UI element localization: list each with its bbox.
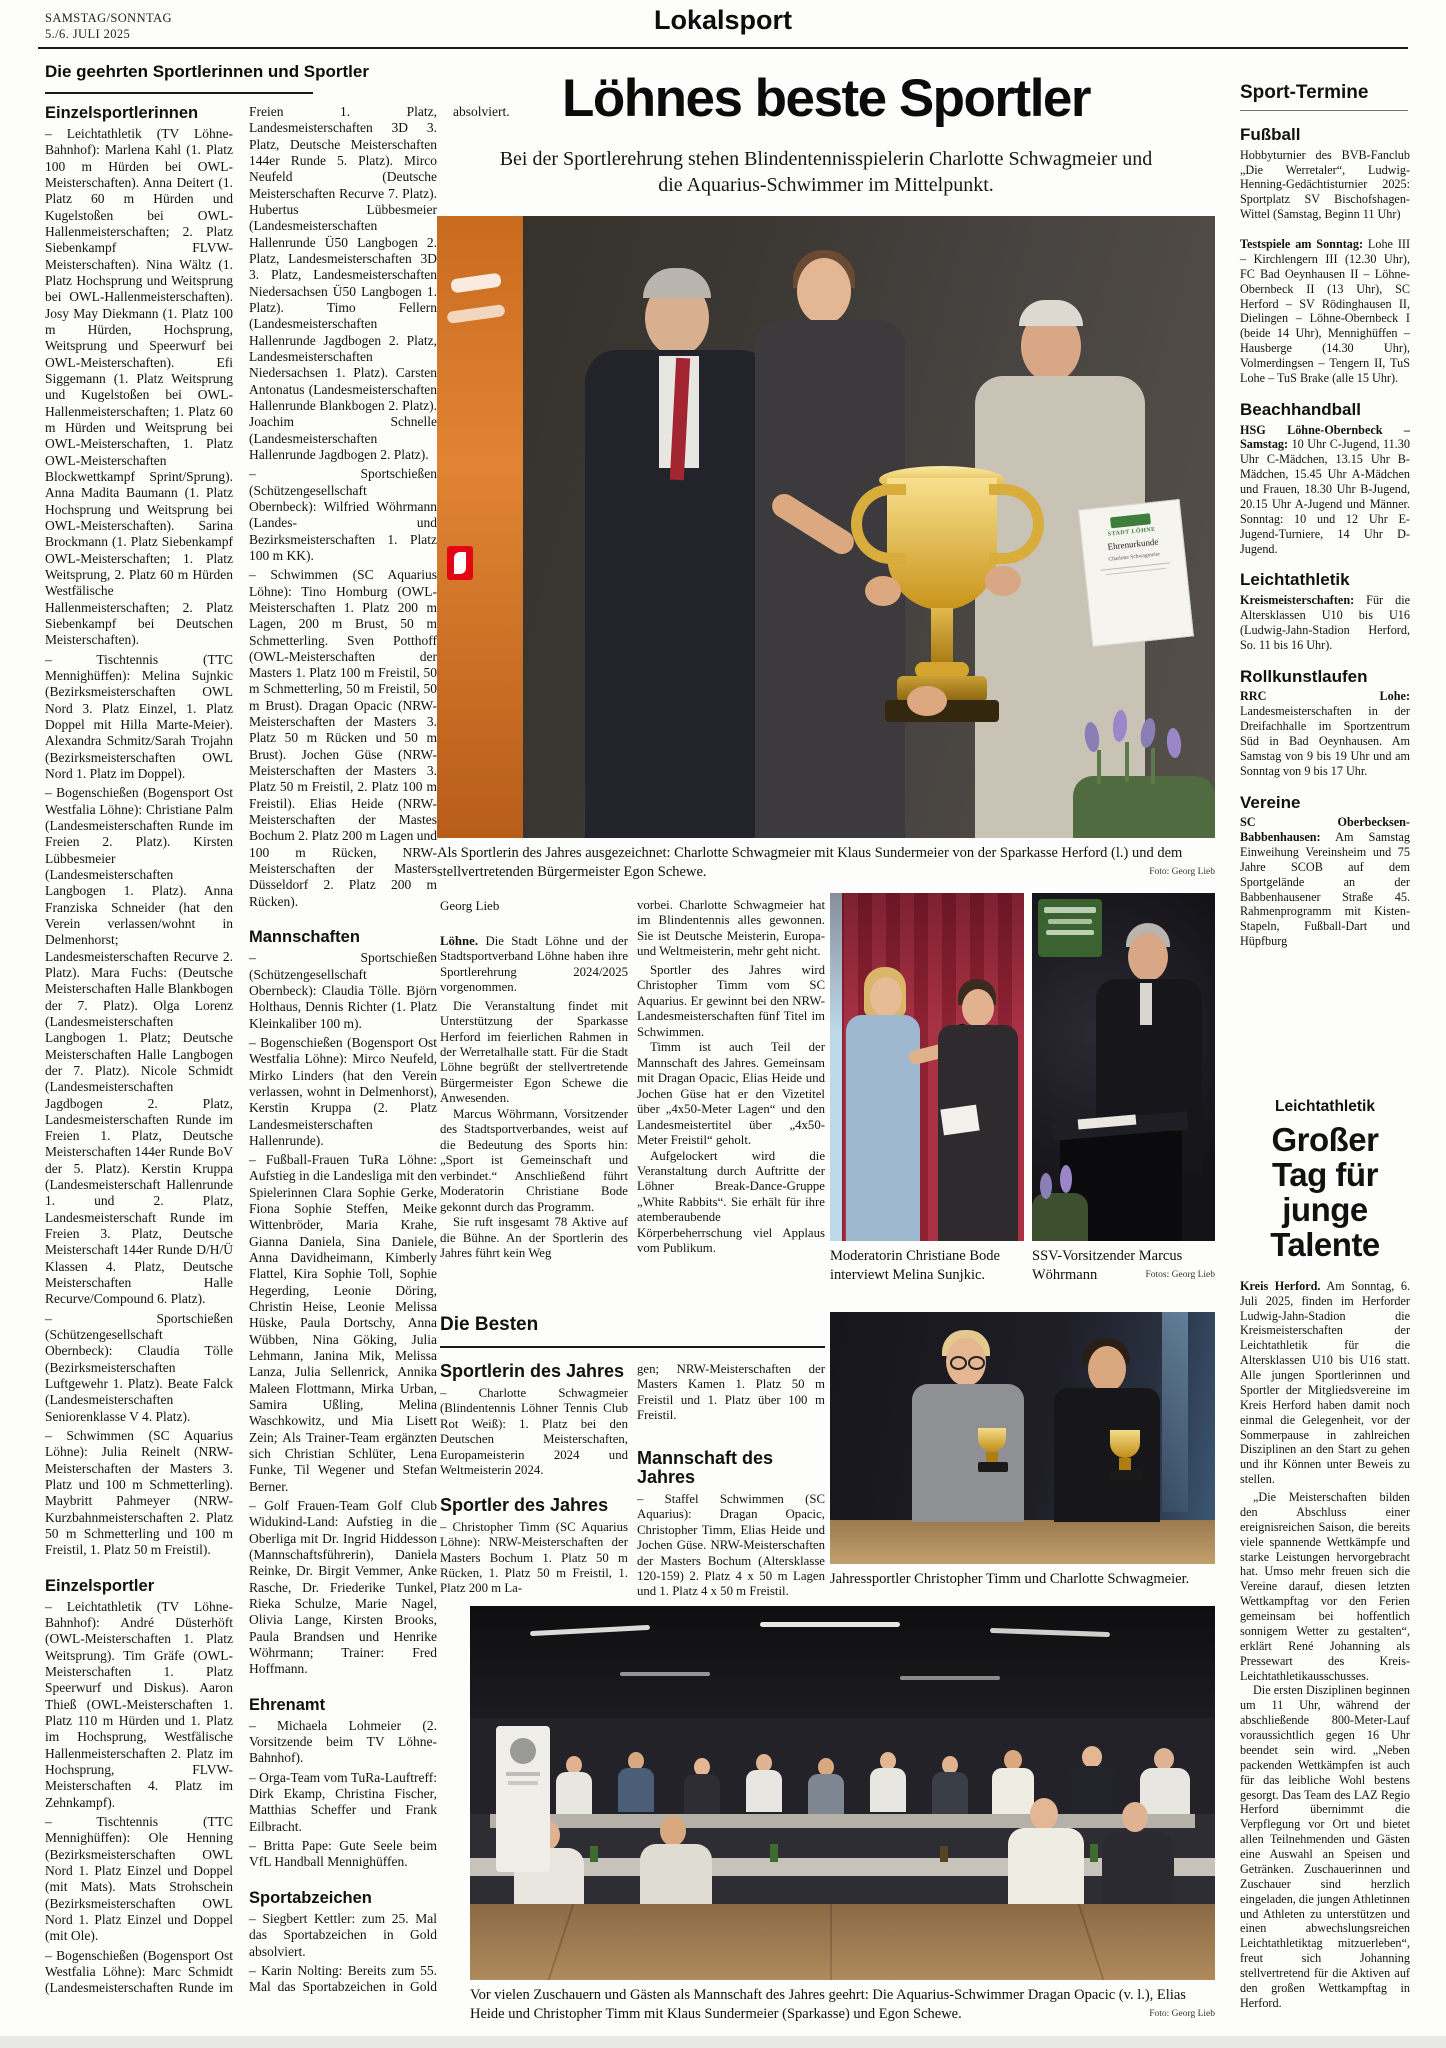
header-rule xyxy=(38,47,1408,49)
text-block: Leichtathletik xyxy=(1240,570,1350,590)
page-edge xyxy=(0,2036,1446,2048)
main-caption-text: Als Sportlerin des Jahres ausgezeichnet: Charlotte Schwagmeier mit Klaus Sundermeier von der Sparkasse Herford (l.) und dem stellvertretenden Bürgermeister Egon Schewe. xyxy=(437,845,1183,880)
guest-body-3 xyxy=(684,1774,720,1814)
photos-credit: Fotos: Georg Lieb xyxy=(1145,1270,1215,1281)
banner-text-line-1 xyxy=(506,1772,540,1776)
audience-photo xyxy=(470,1606,1215,1980)
guest-body-9 xyxy=(1068,1766,1116,1818)
chairman-caption xyxy=(1032,1247,1215,1285)
athletes-caption: Jahressportler Christopher Timm und Charlotte Schwagmeier. xyxy=(830,1571,1190,1587)
text-block: Sportler des Jahres xyxy=(440,1494,609,1515)
text-block: – Orga-Team vom TuRa-Lauftreff: Dirk Ekamp, Christina Fischer, Matthias Scheffer und Frank Eilbracht. xyxy=(249,1769,437,1834)
lectern-lavender-1 xyxy=(1040,1173,1052,1199)
text-block: Mannschaft des Jahres xyxy=(637,1447,774,1487)
talente-article xyxy=(1240,1098,1410,2011)
guest-head-8 xyxy=(1004,1750,1022,1770)
sign-line-2 xyxy=(1048,919,1092,924)
trophy-right-base xyxy=(1110,1470,1142,1480)
text-block: – Tischtennis (TTC Mennighüffen): Ole Henning (Bezirksmeisterschaften OWL Nord 1. Platz Einzel und Doppel (mit Mats). Mats Strohschein (Bezirksmeisterschaften OWL Nord 1. Platz Einzel und Doppel (mit Ole). xyxy=(45,1814,233,1944)
banner-text-line-2 xyxy=(508,1781,538,1785)
front-guest-body-4 xyxy=(1102,1832,1174,1912)
besten-heading: Die Besten xyxy=(440,1314,539,1335)
text-block: Beachhandball xyxy=(1240,399,1361,419)
athlete-right-shirt xyxy=(1054,1388,1160,1522)
ceiling-light-2 xyxy=(760,1622,900,1627)
guest-body-7 xyxy=(932,1772,968,1814)
athlete-right-head xyxy=(1088,1346,1126,1392)
guest-body-6 xyxy=(870,1768,906,1812)
certificate xyxy=(1078,499,1194,647)
guest-body-10 xyxy=(1140,1768,1190,1818)
text-block: – Sportschießen (Schützengesellschaft Obernbeck): Wilfried Wöhrmann (Landes- und Bezirksmeisterschaften 1. Platz 100 m KK). xyxy=(249,466,437,563)
text-block: – Sportschießen (Schützengesellschaft Obernbeck): Claudia Tölle (Bezirksmeisterschaften Luftgewehr 1. Platz). Beate Falck (Landesmeisterschaften Seniorenklasse V 4. Platz). xyxy=(45,1310,233,1424)
guest-paper xyxy=(940,1105,979,1136)
text-block: Aufgelockert wird die Veranstaltung durch Auftritte der Löhner Break-Dance-Gruppe „White Rabbits“. Sie erhält für ihre atemberaubende Körperbeherrschung viel Applaus vom Publikum. xyxy=(637,1148,825,1256)
certificate-org: STADT LÖHNE xyxy=(1107,526,1156,538)
text-block: – Leichtathletik (TV Löhne-Bahnhof): André Düsterhöft (OWL-Meisterschaften 1. Platz Weitsprung). Tim Gräfe (OWL-Meisterschaften 1. Platz Speerwurf und Diskus). Aaron Thieß (OWL-Meisterschaften 1. Platz 110 m Hürden und 1. Platz im Hochsprung, Westfälische Hallenmeisterschaften 2. Platz im Hochsprung, FLVW-Meisterschaften 4. Platz im Zehnkampf). xyxy=(45,1598,233,1810)
hall-floor xyxy=(470,1904,1215,1980)
masthead-date-line: 5./6. JULI 2025 xyxy=(45,27,131,42)
interview-caption: Moderatorin Christiane Bode interviewt Melina Sunjkic. xyxy=(830,1248,1000,1283)
banner-emblem xyxy=(510,1738,536,1764)
hall-banner xyxy=(496,1726,550,1872)
text-block: Sportler des Jahres wird Christopher Timm vom SC Aquarius. Er gewinnt bei den NRW-Landesmeisterschaften fünf Titel im Schwimmen. xyxy=(637,962,825,1039)
text-block: gen; NRW-Meisterschaften der Masters Kamen 1. Platz 50 m Freistil und 1. Platz über 100 m Freistil. xyxy=(637,1362,825,1423)
text-block: Die Veranstaltung findet mit Unterstützung der Sparkasse Herford im feierlichen Rahmen in der Werretalhalle statt. Für die Stadt Löhne begrüßt der stellvertretende Bürgermeister Egon Schewe die Anwesenden. xyxy=(440,998,628,1106)
audience-caption xyxy=(470,1986,1215,2024)
front-guest-head-2 xyxy=(660,1816,686,1846)
text-block: Fußball xyxy=(1240,125,1301,144)
text-block: – Bogenschießen (Bogensport Ost Westfalia Löhne): Christiane Palm (Landesmeisterschaften Runde im Freien 2. Platz). Kirsten Lübbesmeier (Landesmeisterschaften Langbogen 1. Platz). Anna Franziska Schneider (hat den Verein verlassen/wohnt in Delmenhorst; Landesmeisterschaften Recurve 2. Platz). Mara Fuchs: (Deutsche Meisterschaften Halle Blankbogen der 7. Platz). Olga Lorenz (Landesmeisterschaften Langbogen 1. Platz; Deutsche Meisterschaften Halle Langbogen der 7. Platz). Nicole Schmidt (Landesmeisterschaften Jagdbogen 2. Platz, Landesmeisterschaften Runde im Freien 1. Platz, Deutsche Meisterschaften 144er Runde BoV der 5. Platz). Kerstin Kruppa (Landesmeisterschaft Hallenrunde 1. und 2. Platz, Landesmeisterschaft Runde im Freien 3. Platz, Deutsche Meisterschaft 144er Runde D/H/Ü Klassen 4. Platz, Deutsche Meisterschaften Halle Recurve/Compound 6. Platz). xyxy=(45,785,233,1307)
sparkasse-logo xyxy=(447,546,473,580)
stem-1 xyxy=(1097,750,1101,784)
text-block: – Staffel Schwimmen (SC Aquarius): Dragan Opacic, Christopher Timm, Elias Heide und Jochen Güse. NRW-Meisterschaften der Masters Bochum (Altersklasse 120-159) 2. Platz 4 x 50 m Lagen und 1. Platz 4 x 50 m Freistil. xyxy=(637,1491,825,1599)
text-block: – Siegbert Kettler: zum 25. Mal das Sportabzeichen in Gold absolviert. xyxy=(249,1910,437,1959)
trophy-left-stem xyxy=(986,1452,998,1462)
text-block: – Britta Pape: Gute Seele beim VfL Handball Mennighüffen. xyxy=(249,1838,437,1870)
hand-3 xyxy=(907,686,947,716)
text-block: – Charlotte Schwagmeier (Blindentennis Löhner Tennis Club Rot Weiß): 1. Platz bei den Deutschen Meisterschaften, Europameisterin 2024 und Weltmeisterin 2024. xyxy=(440,1385,628,1478)
ceiling-light-5 xyxy=(900,1676,1000,1680)
guest-body-8 xyxy=(992,1768,1034,1814)
bottle-1 xyxy=(590,1846,598,1862)
glasses-left-lens xyxy=(950,1356,967,1370)
text-block: „Die Meisterschaften bilden den Abschluss einer ereignisreichen Saison, die bereits viele spannende Wettkämpfe und starke Leistungen hervorgebracht hat. Umso mehr freuen sich die Vereine darauf, diesen letzten Wettkampftag vor den Ferien gemeinsam bei hoffentlich sonnigem Wetter zu gestalten“, erklärt René Johanning als Pressewart des Kreis-Leichtathletikausschusses. xyxy=(1240,1490,1410,1683)
text-block: – Bogenschießen (Bogensport Ost Westfalia Löhne): Marc Schmidt (Landesmeisterschaften Runde im Freien 1. Platz, Landesmeisterschaften 3D 3. Platz, Deutsche Meisterschaften 144er Runde 5. Platz). Mirco Neufeld (Deutsche Meisterschaften Recurve 7. Platz). Hubertus Lübbesmeier (Landesmeisterschaften Hallenrunde Ü50 Langbogen 2. Platz, Landesmeisterschaften 3D 3. Platz, Landesmeisterschaften Niedersachsen Ü50 Langbogen 1. Platz). Timo Fellern (Landesmeisterschaften Hallenrunde Jagdbogen 2. Platz, Landesmeisterschaften Niedersachsen 1. Platz). Carsten Antonatus (Landesmeisterschaften Hallenrunde Blankbogen 2. Platz). Joachim Schnelle (Landesmeisterschaften Hallenrunde Jagdbogen 2. Platz). xyxy=(45,104,437,1996)
text-block: – Bogenschießen (Bogensport Ost Westfalia Löhne): Mirco Neufeld, Mirko Linders (hat den Verein verlassen, wohnt in Delmenhorst), Kerstin Kruppa (2. Platz Landesmeisterschaften Hallenrunde). xyxy=(249,1034,437,1148)
interview-shade xyxy=(830,893,1024,1032)
text-block: Timm ist auch Teil der Mannschaft des Jahres. Gemeinsam mit Dragan Opacic, Elias Heide und Jochen Güse hat er den Vizetitel über „4x50-Meter Lagen“ und den Landesmeistertitel über „4x50-Meter Freistil“ geholt. xyxy=(637,1040,825,1148)
text-block: RRC Lohe: Landesmeisterschaften in der Dreifachhalle im Sportzentrum Süd in Bad Oeynhausen. Am Samstag von 9 bis 19 Uhr und am Sonntag von 9 bis 17 Uhr. xyxy=(1240,689,1410,778)
termine-rule xyxy=(1240,110,1408,111)
glasses-right-lens xyxy=(968,1356,985,1370)
floor-line-2 xyxy=(830,1904,832,1980)
text-block: Testspiele am Sonntag: Lohe III – Kirchlengern III (12.30 Uhr), FC Bad Oeynhausen II – Löhne-Obernbeck II (13 Uhr), SC Herford – SV Rödinghausen II, Dielingen – Löhne-Obernbeck I (beide 14 Uhr), Mennighüffen – Hausberge (14.30 Uhr), Volmerdingsen – Tengern II, TuS Lohe – TuS Brake (alle 15 Uhr). xyxy=(1240,237,1410,385)
text-block: – Christopher Timm (SC Aquarius Löhne): NRW-Meisterschaften der Masters Bochum 1. Platz 50 m Rücken, 1. Platz 50 m Freistil, 1. Platz 200 m La- xyxy=(440,1519,628,1596)
stem-2 xyxy=(1125,742,1129,782)
certificate-crest xyxy=(1110,513,1151,528)
text-block: – Golf Frauen-Team Golf Club Widukind-Land: Aufstieg in die Oberliga mit Dr. Ingrid Hiddesson (Mannschaftsführerin), Daniela Reinke, Dr. Birgit Vemmer, Anke Rasche, Dr. Friederike Tunkel, Rieka Schulze, Marie Nagel, Olivia Lange, Kirsten Brooks, Paula Brandsen und Henrike Wöhrmann; Trainer: Fred Hoffmann. xyxy=(249,1498,437,1677)
article-col-1 xyxy=(440,898,628,1262)
text-block: – Karin Nolting: Bereits zum 55. Mal das Sportabzeichen in Gold absolviert. xyxy=(249,104,510,1995)
text-block: Einzelsportlerinnen xyxy=(45,104,199,122)
text-block: Sie ruft insgesamt 78 Aktive auf die Bühne. An der Sportlerin des Jahres führt kein Weg xyxy=(440,1215,628,1261)
main-subhead: Bei der Sportlerehrung stehen Blindentennisspielerin Charlotte Schwagmeier und die Aquarius-Schwimmer im Mittelpunkt. xyxy=(499,148,1153,197)
bottle-2 xyxy=(770,1844,778,1862)
interview-photo xyxy=(830,893,1024,1241)
text-block: Sportlerin des Jahres xyxy=(440,1361,625,1381)
chairman-shirt xyxy=(1140,983,1152,1025)
sign-line-1 xyxy=(1044,907,1096,913)
besten-col-1 xyxy=(440,1362,628,1600)
text-block: Ehrenamt xyxy=(249,1695,326,1714)
sign-line-3 xyxy=(1046,930,1094,935)
text-block: – Fußball-Frauen TuRa Löhne: Aufstieg in die Landesliga mit den Spielerinnen Clara Sophie Gerke, Fiona Sophie Steffen, Meike Wittenbröder, Maria Krahe, Gianna Daniela, Sina Daniele, Anna Davidheimann, Kimberly Flattel, Kira Sophie Toll, Sophie Hegerding, Leonie Döring, Christin Heise, Leonie Melissa Hüske, Paula Dortschy, Anna Wübben, Nina Göking, Julia Lehmann, Janina Mik, Melissa Lanza, Julia Sellenrick, Annika Maleen Flottmann, Mirka Urban, Samira Ußling, Melina Waschkowitz, und Mia Lisett Zein; Als Trainer-Team ergänzten sich Christian Schlüter, Lena Funke, Til Wegener und Stefan Berner. xyxy=(249,1152,437,1494)
audience-credit: Foto: Georg Lieb xyxy=(1149,2009,1215,2020)
guest-body-1 xyxy=(556,1772,592,1814)
text-block xyxy=(637,1427,825,1449)
text-block: Georg Lieb xyxy=(440,898,500,913)
termine-list xyxy=(1240,126,1410,952)
text-block: Die ersten Disziplinen beginnen um 11 Uhr, während der abschließende 800-Meter-Lauf voraussichtlich gegen 16 Uhr beendet sein wird. „Neben packenden Wettkämpfen ist auch für das leibliche Wohl bestens gesorgt. Das Team des LAZ Regio Herford übernimmt die Verpflegung vor Ort und bietet allen Teilnehmenden und Gästen eine Auswahl an Speisen und Getränken. Zuschauerinnen und Zuschauer sind herzlich eingeladen, die jungen Athletinnen und Athleten zu unterstützen und einen abwechslungsreichen Leichtathletiktag mitzuerleben“, freut sich Johanning stellvertretend für die Aktiven auf den großen Wettkampftag in Herford. xyxy=(1240,1683,1410,2010)
text-block: Mannschaften xyxy=(249,928,360,947)
certificate-title: Ehrenurkunde xyxy=(1107,536,1159,552)
besten-rule xyxy=(440,1346,825,1348)
text-block xyxy=(440,1482,628,1496)
text-block: Sportabzeichen xyxy=(249,1888,372,1907)
text-block: Kreismeisterschaften: Für die Altersklassen U10 bis U16 (Ludwig-Jahn-Stadion Herford, So. 11 bis 16 Uhr). xyxy=(1240,593,1410,652)
person-right-hair xyxy=(1019,300,1083,326)
athletes-photo xyxy=(830,1312,1215,1564)
text-block: Rollkunstlaufen xyxy=(1240,666,1368,686)
text-block: – Schwimmen (SC Aquarius Löhne): Tino Homburg (OWL-Meisterschaften 1. Platz 200 m Lagen, 200 m Brust, 50 m Schmetterling. Sven Potthoff (OWL-Meisterschaften der Masters 1. Platz 100 m Freistil, 50 m Schmetterling, 50 m Freistil, 50 m Brust). Dragan Opacic (NRW-Meisterschaften der Masters 3. Platz 50 m Rücken und 50 m Brust). Jochen Güse (NRW-Meisterschaften der Masters 3. Platz 50 m Freistil, 2. Platz 100 m Freistil). Elias Heide (NRW-Meisterschaften der Mastes Bochum 2. Platz 200 m Lagen und 100 m Rücken, NRW-Meisterschaften der Masters Düsseldorf 2. Platz 200 m Rücken). xyxy=(249,567,437,909)
athlete-left-shirt xyxy=(912,1384,1024,1522)
hand-1 xyxy=(865,576,901,606)
text-block: Marcus Wöhrmann, Vorsitzender des Stadtsportverbandes, weist auf die Bedeutung des Sports hin: „Sport ist Gemeinschaft und verbindet.“ Anschließend führt Moderatorin Christiane Bode gekonnt durch das Programm. xyxy=(440,1106,628,1214)
kicker-rule xyxy=(45,92,313,94)
hand-2 xyxy=(985,566,1021,596)
guest-body-4 xyxy=(746,1770,782,1812)
chairman-caption-text: SSV-Vorsitzender Marcus Wöhrmann xyxy=(1032,1248,1183,1283)
guest-body-2 xyxy=(618,1768,654,1812)
text-block: – Schwimmen (SC Aquarius Löhne): Julia Reinelt (NRW-Meisterschaften der Masters 3. Platz und 100 m Schmetterling). Maybritt Pahmeyer (NRW-Kurzbahnmeisterschaften 2. Platz 50 m Schmetterling und 100 m Freistil, 1. Platz 50 m Freistil). xyxy=(45,1428,233,1558)
text-block: Vereine xyxy=(1240,792,1301,812)
front-guest-body-3 xyxy=(1008,1828,1084,1912)
guest-head-9 xyxy=(1082,1746,1102,1768)
text-block: Großer Tag für junge Talente xyxy=(1270,1120,1380,1263)
moderator-body xyxy=(846,1015,920,1241)
text-block: SC Oberbecksen-Babbenhausen: Am Samstag Einweihung Vereinsheim und 75 Jahre SCOB auf dem Sportgelände an der Babbenhausener Straße 45. Rahmenprogramm mit Kisten-Stapeln, Fußball-Dart und Hüpfburg xyxy=(1240,815,1410,949)
lavender-4 xyxy=(1166,727,1183,758)
lectern-lavender-2 xyxy=(1060,1165,1072,1193)
termine-title: Sport-Termine xyxy=(1240,82,1369,103)
athletes-floor xyxy=(830,1520,1215,1564)
masthead-day: SAMSTAG/SONNTAG xyxy=(45,11,172,25)
front-guest-head-3 xyxy=(1030,1798,1058,1830)
main-photo-credit: Foto: Georg Lieb xyxy=(1149,867,1215,878)
section-title: Lokalsport xyxy=(653,5,793,35)
text-block: Leichtathletik xyxy=(1275,1098,1375,1115)
front-guest-head-4 xyxy=(1122,1802,1148,1832)
text-block: HSG Löhne-Obernbeck – Samstag: 10 Uhr C-Jugend, 11.30 Uhr C-Mädchen, 13.15 Uhr B-Mädchen, 15.45 Uhr A-Mädchen und Frauen, 18.30 Uhr B-Jugend, 20.15 Uhr A-Jugend und Männer. Sonntag: 10 und 12 Uhr E-Jugend-Turniere, 14 Uhr D-Jugend. xyxy=(1240,422,1410,556)
main-photo-caption xyxy=(437,844,1215,882)
guest-body-5 xyxy=(808,1774,844,1814)
article-col-2 xyxy=(637,898,825,1257)
person-center-head xyxy=(797,258,851,324)
trophy-stem xyxy=(931,608,953,664)
logo-mark xyxy=(454,552,466,574)
left-feature-kicker: Die geehrten Sportlerinnen und Sportler xyxy=(45,62,369,81)
chairman-photo xyxy=(1032,893,1215,1241)
trophy-left-base xyxy=(978,1462,1008,1472)
front-guest-body-2 xyxy=(640,1844,712,1908)
text-block xyxy=(1240,225,1410,237)
certificate-name: Charlotte Schwagmeier xyxy=(1108,551,1161,563)
text-block: – Michaela Lohmeier (2. Vorsitzende beim TV Löhne-Bahnhof). xyxy=(249,1717,437,1766)
main-headline: Löhnes beste Sportler xyxy=(561,69,1091,128)
green-sign xyxy=(1038,899,1102,957)
person-left-hair xyxy=(643,268,711,298)
guest-head-10 xyxy=(1154,1748,1174,1770)
flower-greens xyxy=(1073,776,1215,838)
moderator-head xyxy=(870,977,902,1017)
guest-head xyxy=(962,989,994,1027)
table-row-1 xyxy=(490,1814,1195,1828)
audience-caption-text: Vor vielen Zuschauern und Gästen als Mannschaft des Jahres geehrt: Die Aquarius-Schwimmer Dragan Opacic (v. l.), Elias Heide und Christopher Timm mit Klaus Sundermeier (Sparkasse) und Egon Schewe. xyxy=(470,1987,1186,2022)
lectern-flowers-green xyxy=(1032,1193,1088,1241)
ceiling-light-4 xyxy=(620,1672,710,1676)
bottle-3 xyxy=(940,1846,948,1862)
text-block: Hobbyturnier des BVB-Fanclub „Die Werretaler“, Ludwig-Henning-Gedächtisturnier 2025: Sportplatz SV Bischofshagen-Wittel (Samstag, Beginn 11 Uhr) xyxy=(1240,147,1410,222)
text-block: – Tischtennis (TTC Mennighüffen): Melina Sujnkic (Bezirksmeisterschaften OWL Nord 3. Platz Einzel, 1. Platz Doppel mit Hilla Marte-Meier). Alexandra Schmitz/Sarah Trojahn (Bezirksmeisterschaften OWL Nord 1. Platz im Doppel). xyxy=(45,651,233,781)
bottle-4 xyxy=(1090,1844,1098,1862)
text-block: – Leichtathletik (TV Löhne-Bahnhof): Marlena Kahl (1. Platz 100 m Hürden bei OWL-Meisterschaften). Anna Deitert (1. Platz 60 m Hürden und Kugelstoßen bei OWL-Hallenmeisterschaften; 2. Platz Siebenkampf FLVW-Meisterschaften). Nina Wältz (1. Platz Hochsprung und Weitsprung bei OWL-Hallenmeisterschaften). Josy May Diekmann (1. Platz 100 m Hürden, Hochsprung, Weitsprung und Speerwurf bei OWL-Meisterschaften). Efi Siggemann (1. Platz Weitsprung und Kugelstoßen bei OWL-Hallenmeisterschaften; 1. Platz 60 m Hürden und Weitsprung bei OWL-Meisterschaften, 1. Platz OWL-Meisterschaften Blockwettkampf Sprint/Sprung). Anna Madita Baumann (1. Platz Hochsprung und Weitsprung bei OWL-Meisterschaften). Sarina Brockmann (1. Platz Siebenkampf OWL-Meisterschaften; 1. Platz Weitsprung, 2. Platz 60 m Hürden Westfälische Hallenmeisterschaften; 2. Platz Siebenkampf bei Deutschen Meisterschaften). xyxy=(45,126,233,648)
text-block: Einzelsportler xyxy=(45,1576,155,1595)
main-photo xyxy=(437,216,1215,838)
stem-3 xyxy=(1151,748,1155,784)
text-block: – Sportschießen (Schützengesellschaft Obernbeck): Claudia Tölle. Björn Holthaus, Dennis Richter (1. Platz Kleinkaliber 100 m). xyxy=(249,950,437,1031)
text-block: Löhne. Die Stadt Löhne und der Stadtsportverband Löhne haben ihre Sportlerehrung 2024/2025 vorgenommen. xyxy=(440,933,628,995)
trophy-right-stem xyxy=(1119,1458,1131,1470)
text-block: Kreis Herford. Am Sonntag, 6. Juli 2025, finden im Herforder Ludwig-Jahn-Stadion die Kreismeisterschaften der Leichtathletik für die Altersklassen U10 bis U16 statt. Alle jungen Sportlerinnen und Sportler der Mitgliedsvereine im Kreis Herford haben damit noch einmal die Gelegenheit, vor der Sommerpause in zahlreichen Disziplinen an den Start zu gehen und ihr Können unter Beweis zu stellen. xyxy=(1240,1278,1410,1487)
chairman-head xyxy=(1128,933,1168,981)
besten-col-2 xyxy=(637,1362,825,1603)
text-block: vorbei. Charlotte Schwagmeier hat im Blindentennis alles gewonnen. Sie ist Deutsche Meisterin, Europa- und Weltmeisterin, mehr geht nicht. xyxy=(637,898,825,959)
light-streak xyxy=(1162,1312,1188,1512)
